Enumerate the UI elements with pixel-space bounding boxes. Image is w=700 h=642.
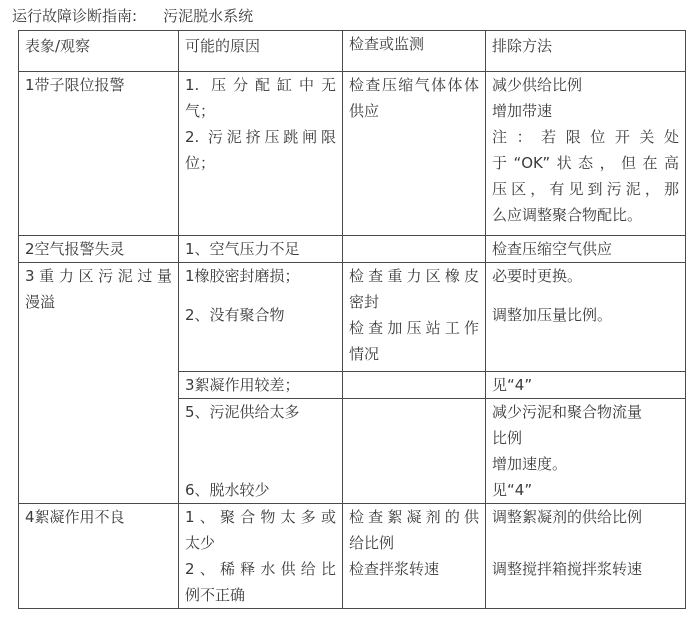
header-cause: 可能的原因 [179,31,343,72]
symptom-cell: 2空气报警失灵 [19,236,179,263]
symptom-cell: 3重力区污泥过量 漫溢 [19,263,179,504]
symptom-cell: 4絮凝作用不良 [19,504,179,609]
check-cell [343,372,486,399]
symptom-cell: 1带子限位报警 [19,72,179,236]
cause-cell: 1橡胶密封磨损； 2、没有聚合物 [179,263,343,372]
table-row [19,236,686,263]
cause-cell: 1. 压分配缸中无 气； 2. 污泥挤压跳闸限 位； [179,72,343,236]
cause-cell: 5、污泥供给太多 6、脱水较少 [179,399,343,504]
check-cell: 检查絮凝剂的供 给比例 检查拌浆转速 [343,504,486,609]
table-header-row [19,31,686,72]
check-cell [343,236,486,263]
check-cell: 检查压缩气体体体 供应 [343,72,486,236]
fix-cell: 必要时更换。 调整加压量比例。 [486,263,686,372]
table-row [19,72,686,236]
header-fix: 排除方法 [486,31,686,72]
fix-cell: 检查压缩空气供应 [486,236,686,263]
table-row [19,263,686,372]
fix-cell: 调整絮凝剂的供给比例 调整搅拌箱搅拌浆转速 [486,504,686,609]
system-name: 污泥脱水系统 [163,7,254,25]
check-cell [343,399,486,504]
troubleshooting-table [18,30,686,609]
cause-cell: 1、空气压力不足 [179,236,343,263]
fix-cell: 见“4” [486,372,686,399]
header-check: 检查或监测 [343,31,486,72]
document-heading [12,5,253,27]
check-cell: 检查重力区橡皮 密封 检查加压站工作 情况 [343,263,486,372]
cause-cell: 1、聚合物太多或 太少 2、稀释水供给比 例不正确 [179,504,343,609]
guide-title: 运行故障诊断指南: [12,7,138,25]
cause-cell: 3絮凝作用较差； [179,372,343,399]
fix-cell: 减少污泥和聚合物流量 比例 增加速度。 见“4” [486,399,686,504]
header-symptom: 表象/观察 [19,31,179,72]
table-row [19,504,686,609]
fix-cell: 减少供给比例 增加带速 注：若限位开关处 于“OK”状态，但在高 压区，有见到污泥，那 么应调整聚合物配比。 [486,72,686,236]
